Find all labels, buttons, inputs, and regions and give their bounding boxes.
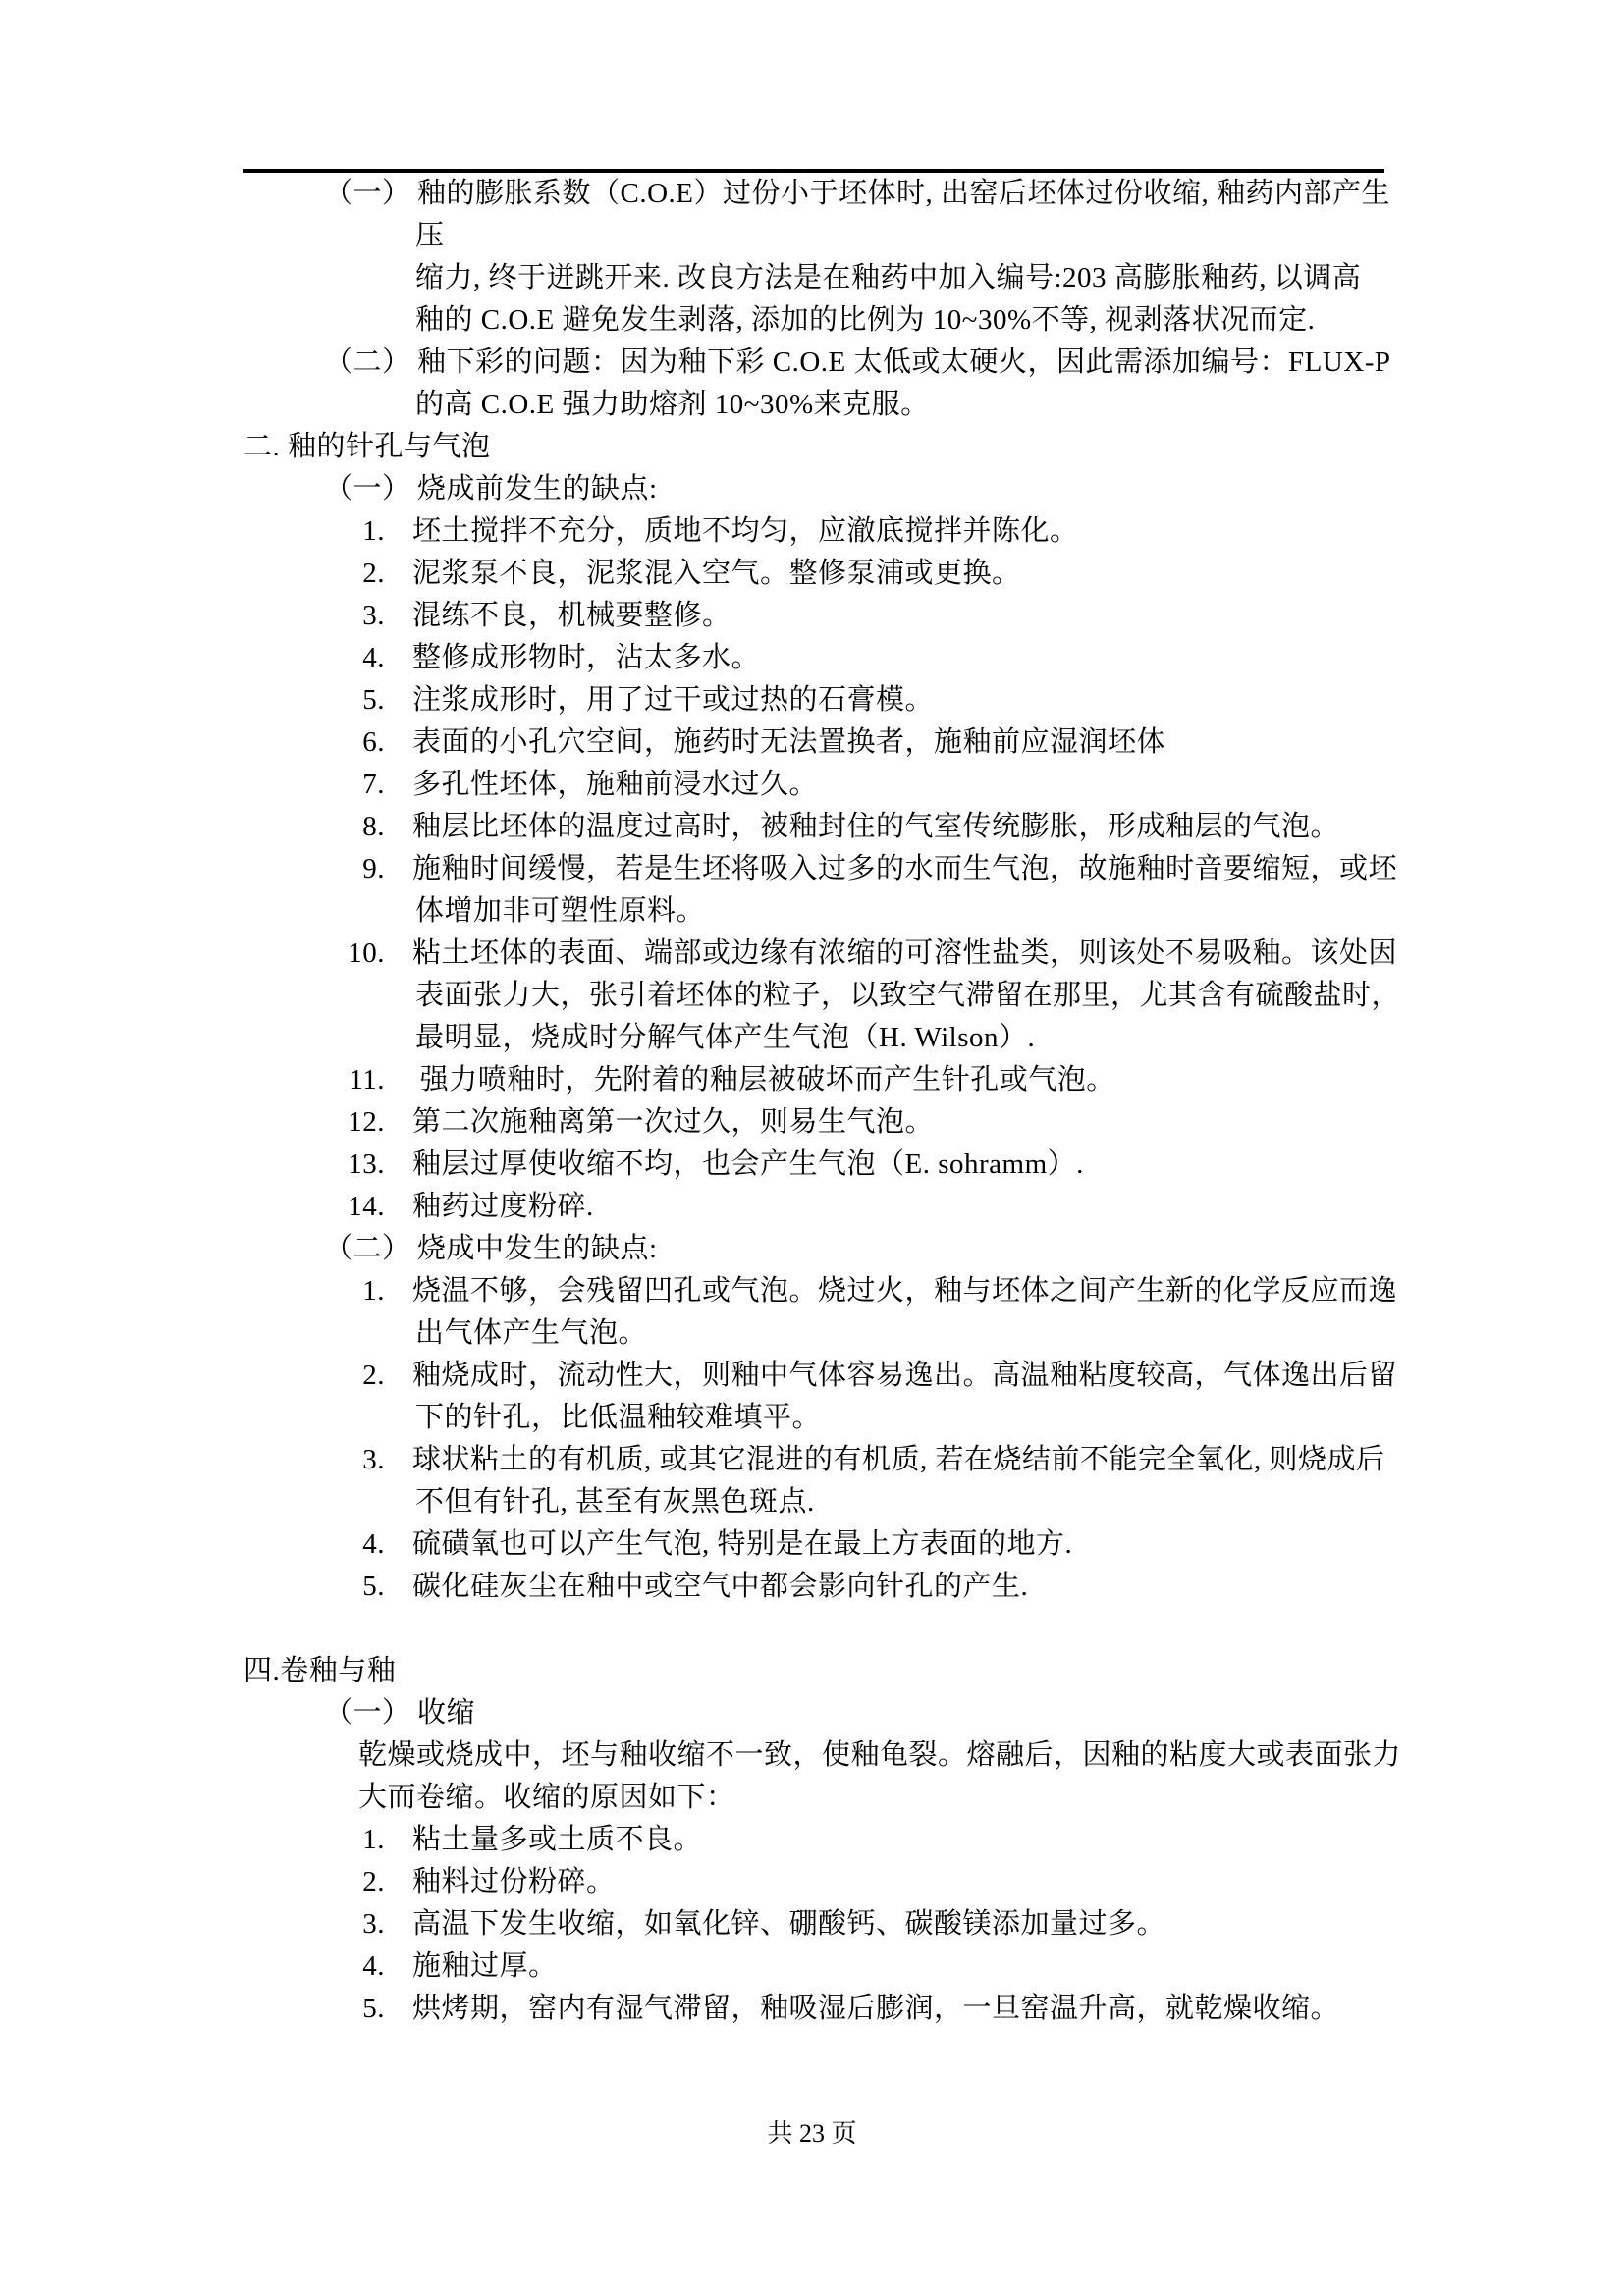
line-text: 碳化硅灰尘在釉中或空气中都会影向针孔的产生. (412, 1571, 1029, 1602)
text-line: 下的针孔，比低温釉较难填平。 (415, 1402, 822, 1433)
line-text: 收缩 (417, 1697, 476, 1729)
line-text: 粘土量多或土质不良。 (412, 1824, 703, 1855)
text-line: 乾燥或烧成中，坯与釉收缩不一致，使釉龟裂。熔融后，因釉的粘度大或表面张力 (358, 1739, 1402, 1771)
list-marker: 3. (362, 1908, 385, 1940)
text-line (0, 173, 1624, 215)
line-text: 整修成形物时，沾太多水。 (412, 642, 761, 673)
text-line (0, 1144, 1624, 1186)
text-line (0, 1566, 1624, 1608)
text-line (0, 1228, 1624, 1270)
blank-line (0, 1608, 1624, 1650)
text-line (0, 933, 1624, 975)
line-text: 硫磺氧也可以产生气泡, 特别是在最上方表面的地方. (412, 1528, 1073, 1560)
text-line (0, 764, 1624, 806)
text-line: 不但有针孔, 甚至有灰黑色斑点. (415, 1486, 815, 1518)
line-text: 釉烧成时，流动性大，则釉中气体容易逸出。高温釉粘度较高，气体逸出后留 (412, 1360, 1398, 1391)
text-line: 大而卷缩。收缩的原因如下： (358, 1782, 735, 1813)
line-text: 釉层过厚使收缩不均，也会产生气泡（E. sohramm）. (412, 1148, 1084, 1180)
list-marker: 11. (349, 1064, 385, 1095)
text-line (0, 1059, 1624, 1101)
line-text: 釉下彩的问题：因为釉下彩 C.O.E 太低或太硬火，因此需添加编号：FLUX-P (417, 347, 1391, 378)
text-line (0, 721, 1624, 764)
text-line: 表面张力大，张引着坯体的粒子，以致空气滞留在那里，尤其含有硫酸盐时， (415, 980, 1401, 1011)
line-text: 表面的小孔穴空间，施药时无法置换者，施釉前应湿润坯体 (412, 726, 1166, 758)
list-marker: 2. (362, 1360, 385, 1391)
text-line: 釉的 C.O.E 避免发生剥落, 添加的比例为 10~30%不等, 视剥落状况而定. (415, 304, 1316, 336)
text-line (0, 1186, 1624, 1228)
list-marker: （一） (324, 178, 411, 209)
list-marker: 4. (362, 1528, 385, 1560)
text-line: 四.卷釉与釉 (244, 1655, 397, 1686)
list-marker: 12. (348, 1106, 385, 1138)
text-line (0, 1819, 1624, 1861)
text-line (0, 468, 1624, 510)
text-line (0, 1946, 1624, 1988)
text-line: 的高 C.O.E 强力助熔剂 10~30%来克服。 (415, 389, 930, 420)
text-line (0, 1439, 1624, 1481)
list-marker: （一） (324, 1697, 411, 1729)
line-text: 坯土搅拌不充分，质地不均匀，应澈底搅拌并陈化。 (412, 515, 1079, 547)
list-marker: （一） (324, 473, 411, 505)
list-marker: 8. (362, 811, 385, 842)
text-line (0, 553, 1624, 595)
text-line (0, 1101, 1624, 1144)
list-marker: 5. (362, 1993, 385, 2024)
list-marker: 14. (348, 1191, 385, 1222)
line-text: 烧成前发生的缺点: (417, 473, 658, 505)
line-text: 釉药过度粉碎. (412, 1191, 594, 1222)
line-text: 混练不良，机械要整修。 (412, 600, 731, 631)
line-text: 釉料过份粉碎。 (412, 1866, 616, 1897)
list-marker: （二） (324, 1233, 411, 1264)
line-text: 泥浆泵不良，泥浆混入空气。整修泵浦或更换。 (412, 558, 1021, 589)
text-line (0, 1988, 1624, 2030)
list-marker: 1. (362, 515, 385, 547)
document-body (0, 173, 1624, 2030)
text-line: 出气体产生气泡。 (415, 1317, 648, 1349)
line-text: 强力喷釉时，先附着的釉层被破坏而产生针孔或气泡。 (412, 1064, 1115, 1095)
line-text: 第二次施釉离第一次过久，则易生气泡。 (412, 1106, 935, 1138)
line-text: 注浆成形时，用了过干或过热的石膏模。 (412, 684, 935, 716)
line-text: 高温下发生收缩，如氧化锌、硼酸钙、碳酸镁添加量过多。 (412, 1908, 1166, 1940)
list-marker: 2. (362, 558, 385, 589)
text-line (0, 1903, 1624, 1946)
text-line (0, 806, 1624, 848)
line-text: 烘烤期，窑内有湿气滞留，釉吸湿后膨润，一旦窑温升高，就乾燥收缩。 (412, 1993, 1340, 2024)
line-text: 多孔性坯体，施釉前浸水过久。 (412, 769, 819, 800)
list-marker: 4. (362, 1950, 385, 1982)
text-line (0, 1270, 1624, 1312)
line-text: 釉层比坯体的温度过高时，被釉封住的气室传统膨胀，形成釉层的气泡。 (412, 811, 1340, 842)
list-marker: 5. (362, 684, 385, 716)
list-marker: 10. (348, 937, 385, 969)
line-text: 烧温不够，会残留凹孔或气泡。烧过火，釉与坯体之间产生新的化学反应而逸 (412, 1275, 1398, 1307)
text-line (0, 637, 1624, 679)
text-line (0, 1523, 1624, 1566)
list-marker: 5. (362, 1571, 385, 1602)
text-line (0, 1355, 1624, 1397)
list-marker: 4. (362, 642, 385, 673)
text-line: 二. 釉的针孔与气泡 (244, 431, 491, 462)
line-text: 粘土坯体的表面、端部或边缘有浓缩的可溶性盐类，则该处不易吸釉。该处因 (412, 937, 1398, 969)
text-line (0, 342, 1624, 384)
list-marker: 6. (362, 726, 385, 758)
line-text: 釉的膨胀系数（C.O.E）过份小于坯体时, 出窑后坯体过份收缩, 釉药内部产生 (417, 178, 1391, 209)
page-number: 共 23 页 (767, 2119, 857, 2148)
list-marker: 1. (362, 1275, 385, 1307)
line-text: 烧成中发生的缺点: (417, 1233, 658, 1264)
text-line: 压 (415, 220, 445, 251)
list-marker: 1. (362, 1824, 385, 1855)
list-marker: 13. (348, 1148, 385, 1180)
text-line (0, 1861, 1624, 1903)
text-line: 体增加非可塑性原料。 (415, 895, 706, 927)
list-marker: 7. (362, 769, 385, 800)
text-line (0, 848, 1624, 890)
line-text: 施釉过厚。 (412, 1950, 558, 1982)
text-line (0, 1692, 1624, 1735)
list-marker: 3. (362, 600, 385, 631)
list-marker: 3. (362, 1444, 385, 1475)
line-text: 施釉时间缓慢，若是生坯将吸入过多的水而生气泡，故施釉时音要缩短，或坯 (412, 853, 1398, 884)
text-line (0, 595, 1624, 637)
list-marker: 9. (362, 853, 385, 884)
text-line (0, 510, 1624, 553)
list-marker: 2. (362, 1866, 385, 1897)
list-marker: （二） (324, 347, 411, 378)
text-line: 最明显，烧成时分解气体产生气泡（H. Wilson）. (415, 1022, 1036, 1053)
text-line: 缩力, 终于迸跳开来. 改良方法是在釉药中加入编号:203 高膨胀釉药, 以调高 (415, 262, 1362, 294)
text-line (0, 679, 1624, 721)
line-text: 球状粘土的有机质, 或其它混进的有机质, 若在烧结前不能完全氧化, 则烧成后 (412, 1444, 1385, 1475)
